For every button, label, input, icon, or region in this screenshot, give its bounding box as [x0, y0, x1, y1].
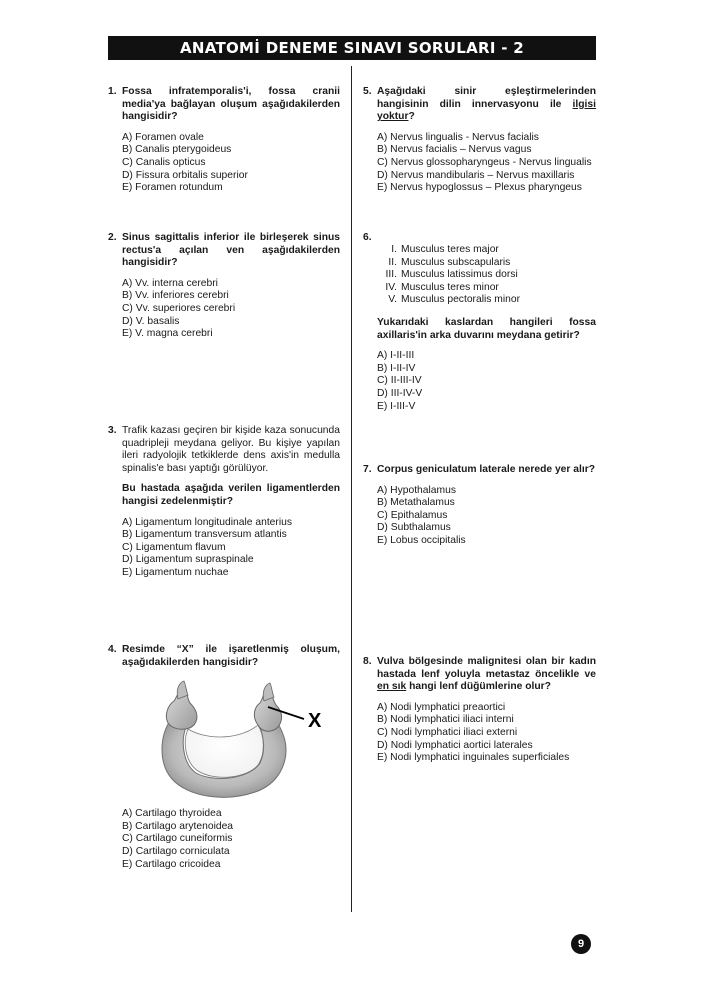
option-b[interactable]: B) Cartilago arytenoidea [122, 820, 234, 832]
question-number: 6. [363, 232, 372, 243]
option-b[interactable]: B) Canalis pterygoideus [122, 144, 232, 156]
option-d[interactable]: D) Ligamentum supraspinale [122, 554, 254, 566]
question-7 [363, 464, 596, 548]
cricoid-lumen-shape [185, 725, 263, 777]
option-e[interactable]: E) Ligamentum nuchae [122, 566, 229, 578]
question-number: 3. [108, 425, 117, 436]
option-b[interactable]: B) I-II-IV [377, 362, 416, 374]
question-stem: Corpus geniculatum laterale nerede yer alır? [377, 464, 596, 475]
question-5 [363, 86, 596, 195]
option-d[interactable]: D) Nervus mandibularis – Nervus maxillaris [377, 169, 575, 181]
question-number: 1. [108, 86, 117, 97]
option-b[interactable]: B) Nodi lymphatici iliaci interni [377, 714, 514, 726]
option-e[interactable]: E) Lobus occipitalis [377, 534, 466, 546]
option-d[interactable]: D) V. basalis [122, 315, 180, 327]
underlined-emphasis: en sık [377, 681, 407, 693]
option-d[interactable]: D) Subthalamus [377, 522, 451, 534]
question-number: 8. [363, 656, 372, 667]
question-stem: Bu hastada aşağıda verilen ligamentlerden hangisi zedelenmiştir? [122, 483, 340, 507]
question-number: 5. [363, 86, 372, 97]
option-d[interactable]: D) Fissura orbitalis superior [122, 169, 248, 181]
page-title: ANATOMİ DENEME SINAVI SORULARI - 2 [108, 36, 596, 60]
option-a[interactable]: A) Vv. interna cerebri [122, 277, 218, 289]
option-e[interactable]: E) Cartilago cricoidea [122, 858, 221, 870]
question-number: 2. [108, 232, 117, 243]
option-e[interactable]: E) Nervus hypoglossus – Plexus pharyngeus [377, 182, 582, 194]
option-e[interactable]: E) Nodi lymphatici inguinales superficiales [377, 752, 570, 764]
option-e[interactable]: E) I-III-V [377, 400, 416, 412]
option-a[interactable]: A) Foramen ovale [122, 131, 204, 143]
option-c[interactable]: C) Vv. superiores cerebri [122, 302, 236, 314]
question-stem: Yukarıdaki kaslardan hangileri fossa axillaris'in arka duvarını meydana getirir? [377, 316, 596, 341]
option-a[interactable]: A) Nervus lingualis - Nervus facialis [377, 131, 539, 143]
option-c[interactable]: C) Nervus glossopharyngeus - Nervus lingualis [377, 156, 592, 168]
question-8 [363, 656, 596, 765]
question-2 [108, 232, 340, 341]
question-stem: Vulva bölgesinde malignitesi olan bir kadın hastada lenf yoluyla metastaz öncelikle ve en sık hangi lenf düğümlerine olur? [377, 656, 596, 693]
page-number-badge: 9 [571, 934, 591, 954]
larynx-cartilage-figure [108, 677, 340, 802]
roman-list-item: II. Musculus subscapularis [388, 256, 511, 268]
option-b[interactable]: B) Metathalamus [377, 497, 455, 509]
option-e[interactable]: E) V. magna cerebri [122, 328, 213, 340]
figure-label-x: X [308, 710, 322, 733]
column-divider [351, 66, 352, 912]
option-a[interactable]: A) Nodi lymphatici preaortici [377, 701, 506, 713]
larynx-cartilage-illustration [108, 677, 340, 802]
question-stem: Fossa infratemporalis'i, fossa cranii media'ya bağlayan oluşum aşağıdakilerden hangisidir? [122, 86, 340, 123]
option-c[interactable]: C) Canalis opticus [122, 156, 206, 168]
option-d[interactable]: D) Nodi lymphatici aortici laterales [377, 739, 533, 751]
option-a[interactable]: A) Cartilago thyroidea [122, 808, 222, 820]
question-6 [363, 232, 596, 413]
option-d[interactable]: D) Cartilago corniculata [122, 845, 230, 857]
option-a[interactable]: A) I-II-III [377, 350, 415, 362]
underlined-emphasis: ilgisi yoktur [377, 98, 596, 123]
option-c[interactable]: C) Ligamentum flavum [122, 541, 226, 553]
option-c[interactable]: C) II-III-IV [377, 375, 422, 387]
option-a[interactable]: A) Hypothalamus [377, 484, 456, 496]
option-b[interactable]: B) Ligamentum transversum atlantis [122, 529, 287, 541]
question-4 [108, 644, 340, 871]
question-1 [108, 86, 340, 195]
roman-list-item: I. Musculus teres major [391, 244, 499, 255]
option-a[interactable]: A) Ligamentum longitudinale anterius [122, 516, 292, 528]
roman-list-item: V. Musculus pectoralis minor [388, 294, 521, 306]
option-b[interactable]: B) Nervus facialis – Nervus vagus [377, 144, 532, 156]
question-stem: Sinus sagittalis inferior ile birleşerek sinus rectus'a açılan ven aşağıdakilerden hangisidir? [122, 232, 340, 269]
question-stem: Resimde “X” ile işaretlenmiş oluşum, aşağıdakilerden hangisidir? [122, 644, 340, 668]
option-b[interactable]: B) Vv. inferiores cerebri [122, 290, 229, 302]
question-number: 4. [108, 644, 117, 655]
option-d[interactable]: D) III-IV-V [377, 387, 423, 399]
roman-list-item: IV. Musculus teres minor [385, 281, 499, 293]
option-c[interactable]: C) Nodi lymphatici iliaci externi [377, 726, 518, 738]
option-e[interactable]: E) Foramen rotundum [122, 182, 223, 194]
question-3 [108, 425, 340, 580]
question-stem: Aşağıdaki sinir eşleştirmelerinden hangisinin dilin innervasyonu ile ilgisi yoktur? [377, 86, 596, 123]
question-case-text: Trafik kazası geçiren bir kişide kaza sonucunda quadripleji meydana geliyor. Bu kişiye yapılan ileri radyolojik tetkiklerde dens axis'in medulla spinalis'e bası yaptığı görülüyor. [122, 425, 340, 474]
roman-list-item: III. Musculus latissimus dorsi [385, 269, 518, 281]
option-c[interactable]: C) Epithalamus [377, 509, 448, 521]
option-c[interactable]: C) Cartilago cuneiformis [122, 833, 233, 845]
question-number: 7. [363, 464, 372, 475]
